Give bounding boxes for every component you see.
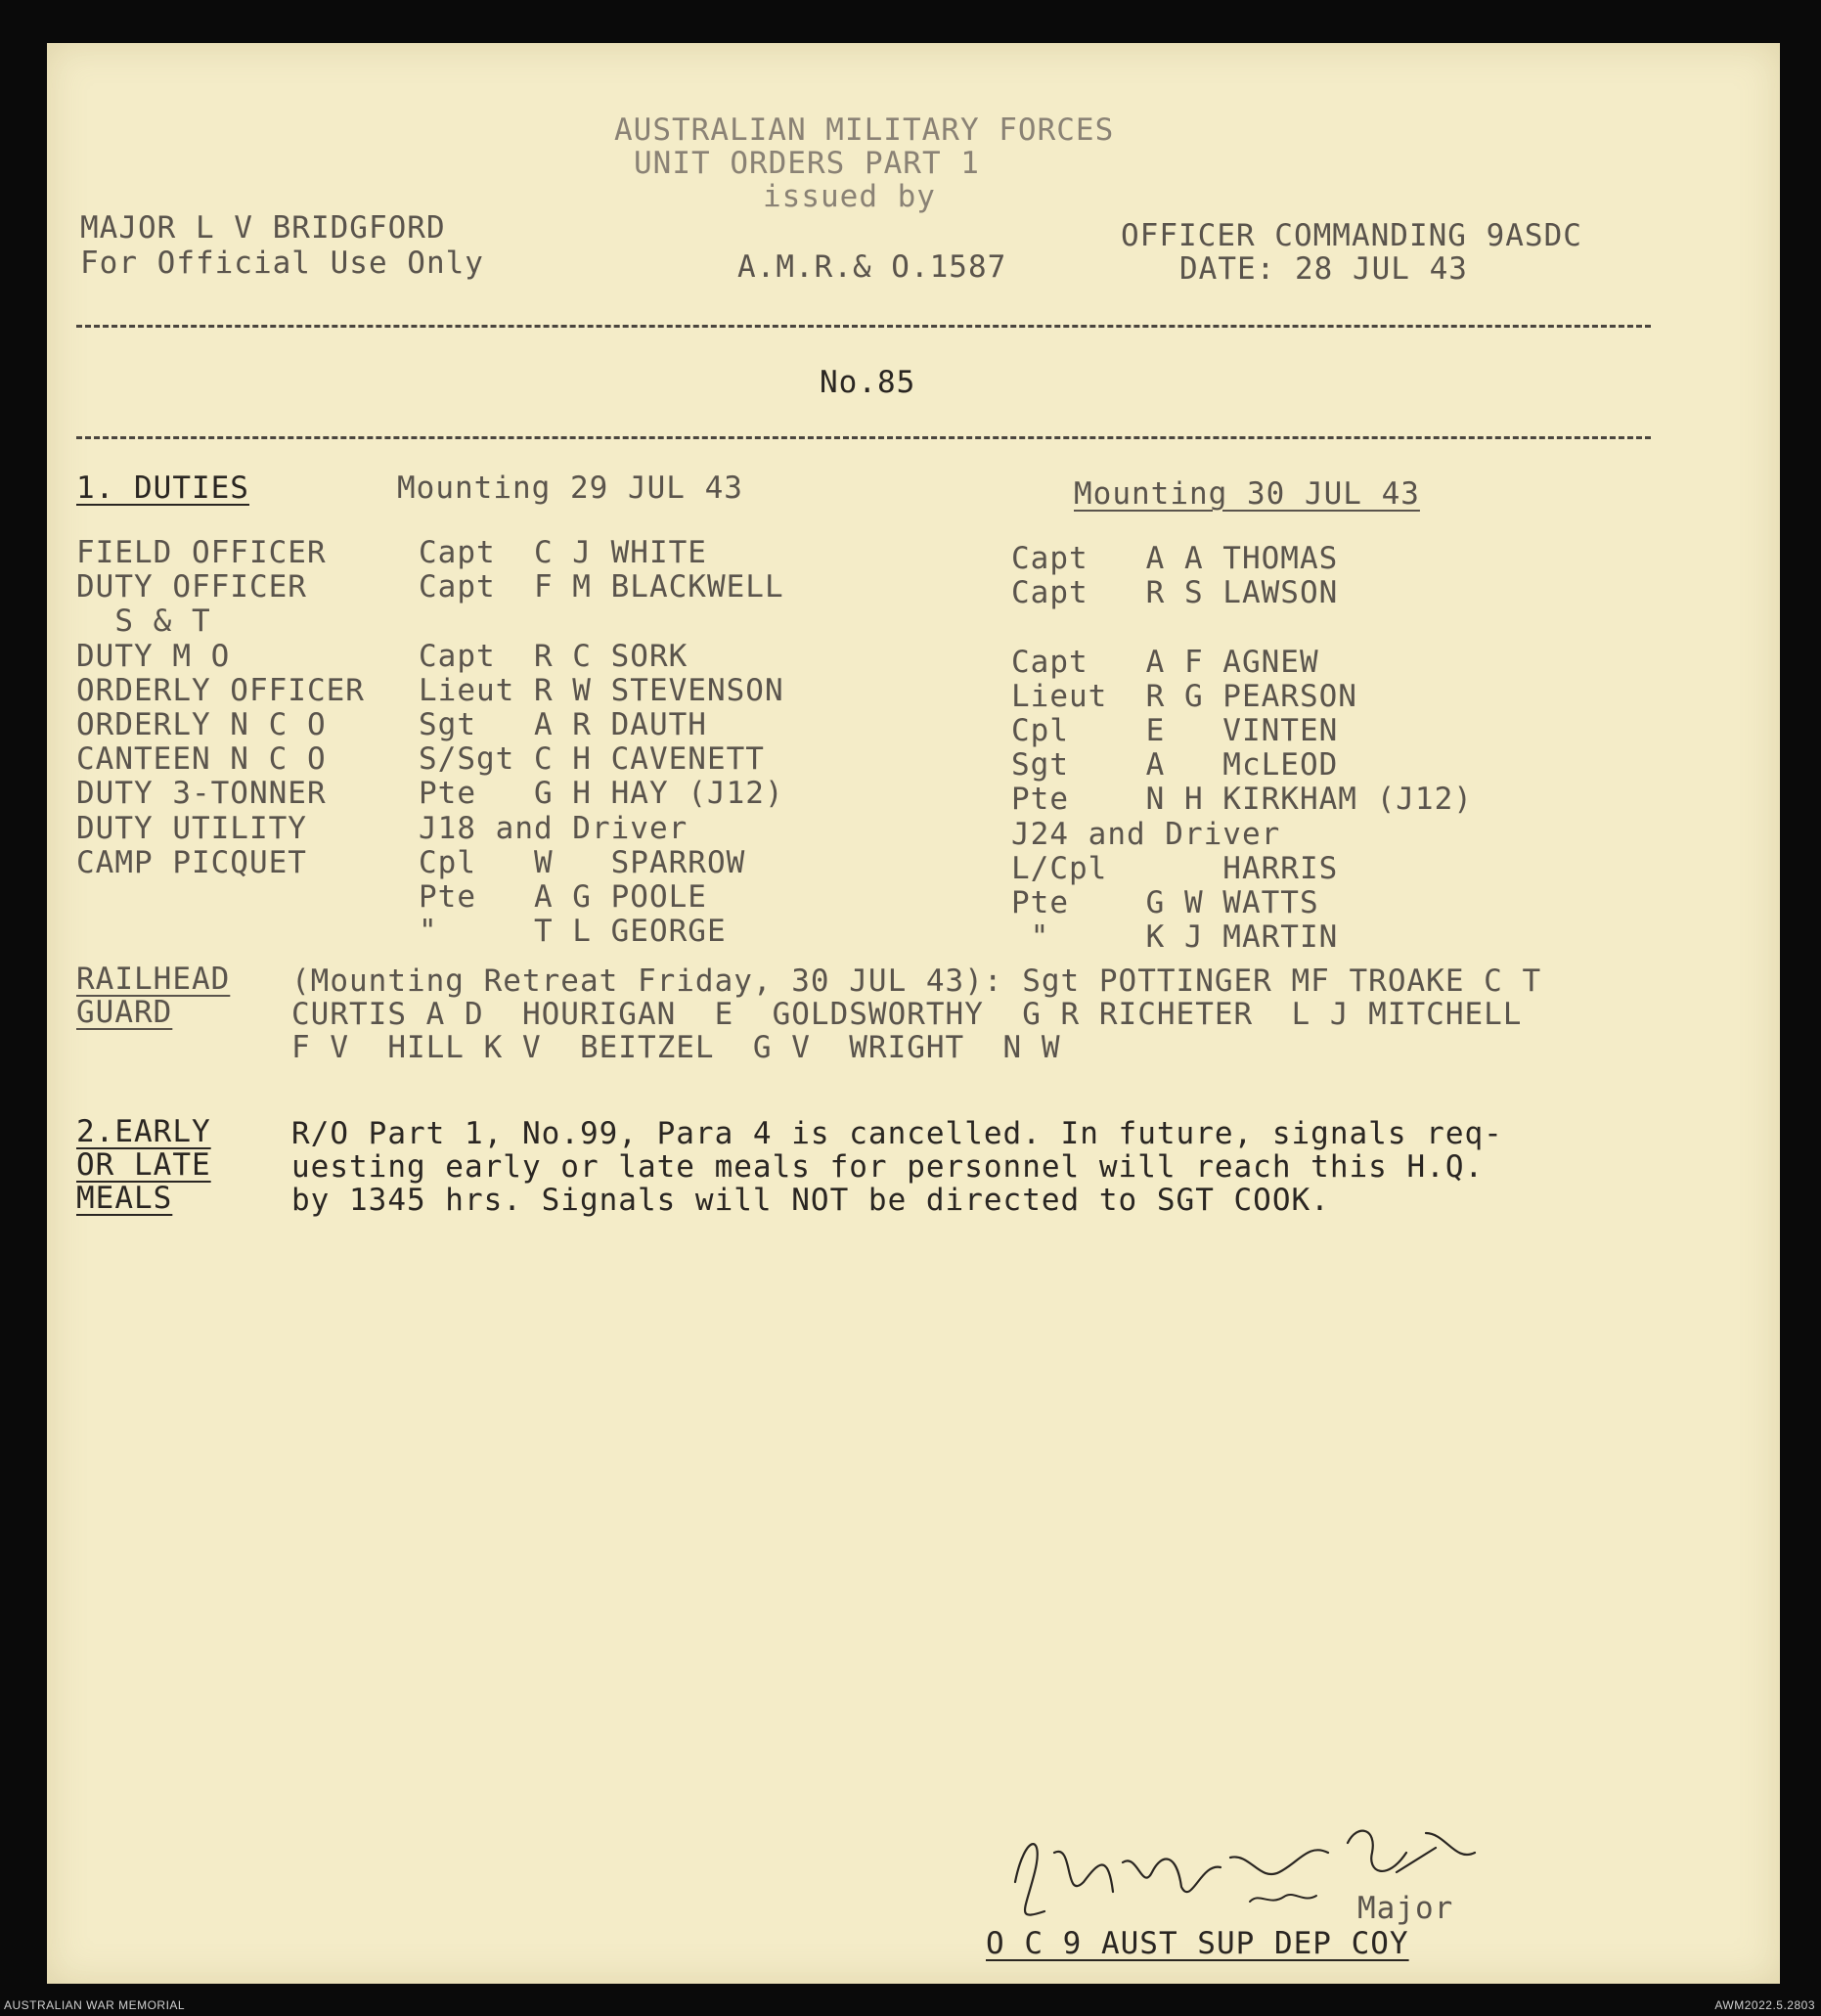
meals-line-2: uesting early or late meals for personnel will reach this H.Q.	[291, 1149, 1485, 1185]
mounting-col2-heading: Mounting 30 JUL 43	[1074, 476, 1420, 512]
header-subtitle: UNIT ORDERS PART 1	[634, 146, 980, 181]
meals-line-3: by 1345 hrs. Signals will NOT be directed to SGT COOK.	[291, 1183, 1330, 1218]
divider-bottom	[76, 436, 1651, 439]
duty-label: DUTY M O	[76, 638, 231, 674]
duty-label: ORDERLY N C O	[76, 707, 327, 742]
classification: For Official Use Only	[80, 246, 484, 281]
railhead-line-3: F V HILL K V BEITZEL G V WRIGHT N W	[291, 1030, 1061, 1065]
guard-label: GUARD	[76, 995, 173, 1030]
regulation-ref: A.M.R.& O.1587	[737, 249, 1007, 285]
duty-label: DUTY OFFICER	[76, 569, 307, 605]
railhead-label: RAILHEAD	[76, 962, 231, 997]
meals-label-3: MEALS	[76, 1181, 173, 1216]
duty-assignment-29-jul: " T L GEORGE	[419, 914, 727, 950]
duty-assignment-30-jul: Capt R S LAWSON	[1011, 575, 1339, 611]
duty-label: DUTY 3-TONNER	[76, 776, 327, 812]
duty-assignment-29-jul: S/Sgt C H CAVENETT	[419, 741, 765, 778]
duties-heading: 1. DUTIES	[76, 470, 249, 506]
signature-rank: Major	[1357, 1891, 1454, 1926]
duty-label: CAMP PICQUET	[76, 844, 307, 880]
document-sheet	[47, 43, 1780, 1984]
duty-assignment-30-jul: " K J MARTIN	[1011, 919, 1339, 956]
footer-reference: AWM2022.5.2803	[1714, 1998, 1815, 2012]
duty-label: DUTY UTILITY	[76, 810, 307, 846]
duty-assignment-30-jul: Lieut R G PEARSON	[1011, 678, 1357, 714]
header-issued-by: issued by	[763, 179, 936, 214]
duty-assignment-29-jul: Pte A G POOLE	[419, 879, 707, 915]
duty-assignment-30-jul: Capt A A THOMAS	[1011, 541, 1339, 576]
duty-assignment-30-jul: Cpl E VINTEN	[1011, 713, 1339, 748]
duty-assignment-29-jul: Capt R C SORK	[419, 638, 688, 674]
railhead-line-2: CURTIS A D HOURIGAN E GOLDSWORTHY G R RICHETER L J MITCHELL	[291, 997, 1523, 1032]
duty-assignment-30-jul: J24 and Driver	[1011, 816, 1281, 852]
duty-assignment-30-jul: Capt A F AGNEW	[1011, 644, 1319, 680]
duty-assignment-29-jul: Sgt A R DAUTH	[419, 707, 707, 742]
meals-line-1: R/O Part 1, No.99, Para 4 is cancelled. In future, signals req-	[291, 1116, 1503, 1151]
footer-archive-name: AUSTRALIAN WAR MEMORIAL	[4, 1998, 186, 2012]
duty-assignment-29-jul: Pte G H HAY (J12)	[419, 776, 784, 812]
duty-label: S & T	[76, 604, 211, 640]
mounting-col1-heading: Mounting 29 JUL 43	[397, 470, 743, 506]
issuer-title: OFFICER COMMANDING 9ASDC	[1121, 218, 1582, 253]
duty-assignment-30-jul: L/Cpl HARRIS	[1011, 850, 1339, 886]
signature-block: O C 9 AUST SUP DEP COY	[986, 1926, 1409, 1961]
duty-assignment-29-jul: Capt F M BLACKWELL	[419, 569, 784, 605]
duty-label: FIELD OFFICER	[76, 535, 327, 570]
duty-label: CANTEEN N C O	[76, 741, 327, 778]
meals-label-1: 2.EARLY	[76, 1114, 211, 1149]
duty-assignment-29-jul: Lieut R W STEVENSON	[419, 672, 784, 708]
duty-assignment-29-jul: Capt C J WHITE	[419, 535, 707, 570]
issuer-name: MAJOR L V BRIDGFORD	[80, 210, 446, 246]
header-title: AUSTRALIAN MILITARY FORCES	[614, 112, 1115, 148]
duty-assignment-30-jul: Sgt A McLEOD	[1011, 747, 1339, 784]
duty-assignment-30-jul: Pte N H KIRKHAM (J12)	[1011, 782, 1473, 818]
railhead-line-1: (Mounting Retreat Friday, 30 JUL 43): Sgt POTTINGER MF TROAKE C T	[291, 963, 1542, 999]
order-date: DATE: 28 JUL 43	[1179, 251, 1468, 287]
duty-assignment-29-jul: J18 and Driver	[419, 810, 688, 846]
duty-label: ORDERLY OFFICER	[76, 672, 365, 708]
meals-label-2: OR LATE	[76, 1147, 211, 1183]
duty-assignment-30-jul: Pte G W WATTS	[1011, 885, 1319, 920]
order-number: No.85	[820, 365, 916, 400]
divider-top	[76, 325, 1651, 328]
duty-assignment-29-jul: Cpl W SPARROW	[419, 844, 746, 880]
